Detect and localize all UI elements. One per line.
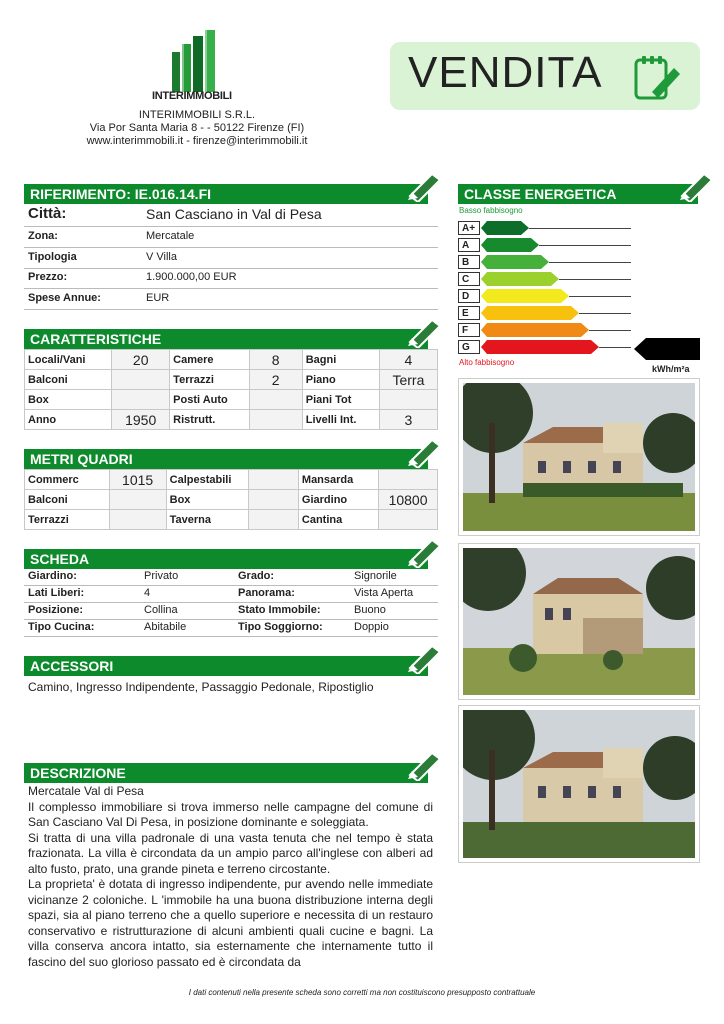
riferimento-value: EUR bbox=[146, 291, 170, 304]
scheda-value: Privato bbox=[144, 570, 179, 582]
energy-class-guide bbox=[529, 228, 631, 229]
table-row bbox=[25, 350, 438, 370]
energy-class-letter: G bbox=[458, 340, 480, 354]
table-label-cell: Commerc bbox=[25, 470, 110, 490]
vendita-title: VENDITA bbox=[408, 48, 603, 97]
divider bbox=[24, 585, 438, 586]
table-value-cell bbox=[249, 470, 299, 490]
energy-class-guide bbox=[559, 279, 631, 280]
energy-class-guide bbox=[579, 313, 631, 314]
villa-photo-2 bbox=[463, 548, 695, 695]
pencil-icon bbox=[404, 640, 444, 674]
low-demand-label: Basso fabbisogno bbox=[459, 206, 523, 215]
pencil-icon bbox=[404, 747, 444, 781]
table-value-cell bbox=[379, 390, 437, 410]
divider bbox=[24, 288, 438, 289]
descrizione-text bbox=[28, 784, 433, 970]
table-label-cell: Livelli Int. bbox=[302, 410, 379, 430]
description-paragraph: Si tratta di una villa padronale di una vasta tenuta che nel tempo è stata frazionata. La villa è circondata da un ampio parco all'inglese con alberi ad alto fusto, prato, una grande pineta e terreno circostante. bbox=[28, 830, 433, 876]
table-value-cell bbox=[249, 410, 302, 430]
villa-photo-1 bbox=[463, 383, 695, 531]
scheda-label: Grado: bbox=[238, 570, 275, 582]
table-value-cell bbox=[109, 510, 166, 530]
energy-class-bar bbox=[481, 306, 581, 320]
table-value-cell bbox=[379, 510, 438, 530]
scheda-value: 4 bbox=[144, 587, 151, 599]
riferimento-header: RIFERIMENTO: IE.016.14.FI bbox=[24, 184, 428, 204]
energy-unit: kWh/m²a bbox=[652, 364, 690, 374]
table-value-cell: 20 bbox=[112, 350, 170, 370]
scheda-value: Buono bbox=[354, 604, 386, 616]
table-value-cell bbox=[249, 390, 302, 410]
high-demand-label: Alto fabbisogno bbox=[459, 358, 515, 367]
table-label-cell: Posti Auto bbox=[170, 390, 249, 410]
energy-class-letter: B bbox=[458, 255, 480, 269]
company-name: INTERIMMOBILI S.R.L. bbox=[138, 109, 256, 121]
energy-class-guide bbox=[539, 245, 631, 246]
table-label-cell: Balconi bbox=[25, 490, 110, 510]
divider bbox=[24, 226, 438, 227]
divider bbox=[24, 268, 438, 269]
table-label-cell: Piano bbox=[302, 370, 379, 390]
table-value-cell bbox=[112, 370, 170, 390]
table-value-cell: 1950 bbox=[112, 410, 170, 430]
energy-class-letter: A bbox=[458, 238, 480, 252]
footer-disclaimer: I dati contenuti nella presente scheda sono corretti ma non costituiscono presupposto contrattuale bbox=[188, 988, 536, 997]
energy-class-bar bbox=[481, 289, 571, 303]
table-label-cell: Calpestabili bbox=[166, 470, 249, 490]
table-label-cell: Balconi bbox=[25, 370, 112, 390]
pencil-icon bbox=[404, 534, 444, 568]
table-label-cell: Giardino bbox=[298, 490, 378, 510]
scheda-label: Tipo Soggiorno: bbox=[238, 621, 323, 633]
caratteristiche-header: CARATTERISTICHE bbox=[24, 329, 428, 349]
metri-quadri-header: METRI QUADRI bbox=[24, 449, 428, 469]
table-row bbox=[25, 370, 438, 390]
table-value-cell bbox=[109, 490, 166, 510]
descrizione-header: DESCRIZIONE bbox=[24, 763, 428, 783]
scheda-label: Giardino: bbox=[28, 570, 77, 582]
energy-class-bar bbox=[481, 221, 531, 235]
energy-class-guide bbox=[599, 347, 631, 348]
table-label-cell: Terrazzi bbox=[25, 510, 110, 530]
divider bbox=[24, 247, 438, 248]
table-value-cell: 10800 bbox=[379, 490, 438, 510]
scheda-label: Stato Immobile: bbox=[238, 604, 321, 616]
table-label-cell: Anno bbox=[25, 410, 112, 430]
description-paragraph: La proprieta' è dotata di ingresso indipendente, pur avendo nelle immediate vicinanze 2 coloniche. L 'immobile ha una buona distribuzione interna degli spazi, sia al piano terreno che a quello superiore e necessita di un restauro conservativo e ristrutturazione di alcuni ambienti quali cucine e bagni. La villa conserva ancora intatto, sia esternamente che internamente tutto il fascino del suo glorioso passato ed è circondata da bbox=[28, 877, 433, 969]
metri-quadri-table bbox=[24, 469, 438, 530]
scheda-value: Collina bbox=[144, 604, 178, 616]
scheda-value: Signorile bbox=[354, 570, 397, 582]
energy-class-guide bbox=[549, 262, 631, 263]
table-label-cell: Locali/Vani bbox=[25, 350, 112, 370]
table-label-cell: Piani Tot bbox=[302, 390, 379, 410]
riferimento-value: 1.900.000,00 EUR bbox=[146, 271, 237, 283]
accessori-text: Camino, Ingresso Indipendente, Passaggio Pedonale, Ripostiglio bbox=[28, 680, 374, 694]
company-address: Via Por Santa Maria 8 - - 50122 Firenze (FI) bbox=[89, 122, 305, 134]
scheda-label: Panorama: bbox=[238, 587, 295, 599]
energy-class-letter: D bbox=[458, 289, 480, 303]
property-photo bbox=[458, 543, 700, 700]
vendita-banner bbox=[390, 42, 700, 110]
citta-value: San Casciano in Val di Pesa bbox=[146, 206, 322, 222]
energy-indicator-arrow bbox=[634, 338, 700, 360]
property-photo bbox=[458, 378, 700, 536]
energy-class-bar bbox=[481, 272, 561, 286]
table-label-cell: Mansarda bbox=[298, 470, 378, 490]
table-label-cell: Terrazzi bbox=[170, 370, 249, 390]
divider bbox=[24, 619, 438, 620]
pencil-icon bbox=[404, 434, 444, 468]
energy-class-bar bbox=[481, 255, 551, 269]
energy-class-letter: A+ bbox=[458, 221, 480, 235]
scheda-value: Vista Aperta bbox=[354, 587, 414, 599]
scheda-label: Tipo Cucina: bbox=[28, 621, 95, 633]
company-logo bbox=[150, 30, 230, 105]
table-row bbox=[25, 390, 438, 410]
classe-energetica-header: CLASSE ENERGETICA bbox=[458, 184, 698, 204]
riferimento-label: Prezzo: bbox=[28, 271, 68, 283]
scheda-label: Lati Liberi: bbox=[28, 587, 85, 599]
riferimento-value: V Villa bbox=[146, 250, 177, 263]
table-row bbox=[25, 510, 438, 530]
property-photo bbox=[458, 705, 700, 863]
table-value-cell: 2 bbox=[249, 370, 302, 390]
scheda-label: Posizione: bbox=[28, 604, 84, 616]
accessori-header: ACCESSORI bbox=[24, 656, 428, 676]
table-label-cell: Box bbox=[25, 390, 112, 410]
villa-photo-3 bbox=[463, 710, 695, 858]
divider bbox=[24, 309, 438, 310]
table-row bbox=[25, 470, 438, 490]
table-value-cell: 1015 bbox=[109, 470, 166, 490]
energy-class-bar bbox=[481, 238, 541, 252]
logo-buildings-icon bbox=[150, 30, 230, 92]
description-paragraph: Mercatale Val di Pesa bbox=[28, 784, 144, 798]
table-value-cell bbox=[112, 390, 170, 410]
riferimento-label: Spese Annue: bbox=[28, 291, 101, 304]
riferimento-value: Mercatale bbox=[146, 230, 195, 242]
table-label-cell: Bagni bbox=[302, 350, 379, 370]
description-paragraph: Il complesso immobiliare si trova immerso nelle campagne del comune di San Casciano Val Di Pesa, in posizione dominante e soleggiata. bbox=[28, 799, 433, 829]
table-value-cell bbox=[249, 490, 299, 510]
riferimento-label: Zona: bbox=[28, 230, 58, 242]
energy-class-letter: E bbox=[458, 306, 480, 320]
table-row bbox=[25, 490, 438, 510]
clipboard-pencil-icon bbox=[632, 52, 684, 104]
divider bbox=[24, 636, 438, 637]
table-value-cell: 3 bbox=[379, 410, 437, 430]
divider bbox=[24, 602, 438, 603]
table-value-cell bbox=[249, 510, 299, 530]
energy-class-bar bbox=[481, 323, 591, 337]
table-value-cell: 4 bbox=[379, 350, 437, 370]
pencil-icon bbox=[404, 314, 444, 348]
pencil-icon bbox=[676, 168, 716, 202]
table-row bbox=[25, 410, 438, 430]
energy-class-letter: C bbox=[458, 272, 480, 286]
pencil-icon bbox=[404, 168, 444, 202]
table-label-cell: Cantina bbox=[298, 510, 378, 530]
energy-class-letter: F bbox=[458, 323, 480, 337]
scheda-value: Abitabile bbox=[144, 621, 187, 633]
table-value-cell bbox=[379, 470, 438, 490]
table-label-cell: Box bbox=[166, 490, 249, 510]
energy-class-bar bbox=[481, 340, 601, 354]
scheda-header: SCHEDA bbox=[24, 549, 428, 569]
table-label-cell: Taverna bbox=[166, 510, 249, 530]
scheda-value: Doppio bbox=[354, 621, 389, 633]
company-contacts: www.interimmobili.it - firenze@interimmobili.it bbox=[86, 135, 308, 147]
citta-label: Città: bbox=[28, 205, 67, 222]
logo-text: INTERIMMOBILI bbox=[152, 90, 232, 102]
energy-class-guide bbox=[589, 330, 631, 331]
table-label-cell: Ristrutt. bbox=[170, 410, 249, 430]
table-value-cell: Terra bbox=[379, 370, 437, 390]
caratteristiche-table bbox=[24, 349, 438, 430]
energy-class-guide bbox=[569, 296, 631, 297]
table-value-cell: 8 bbox=[249, 350, 302, 370]
table-label-cell: Camere bbox=[170, 350, 249, 370]
riferimento-label: Tipologia bbox=[28, 250, 77, 263]
